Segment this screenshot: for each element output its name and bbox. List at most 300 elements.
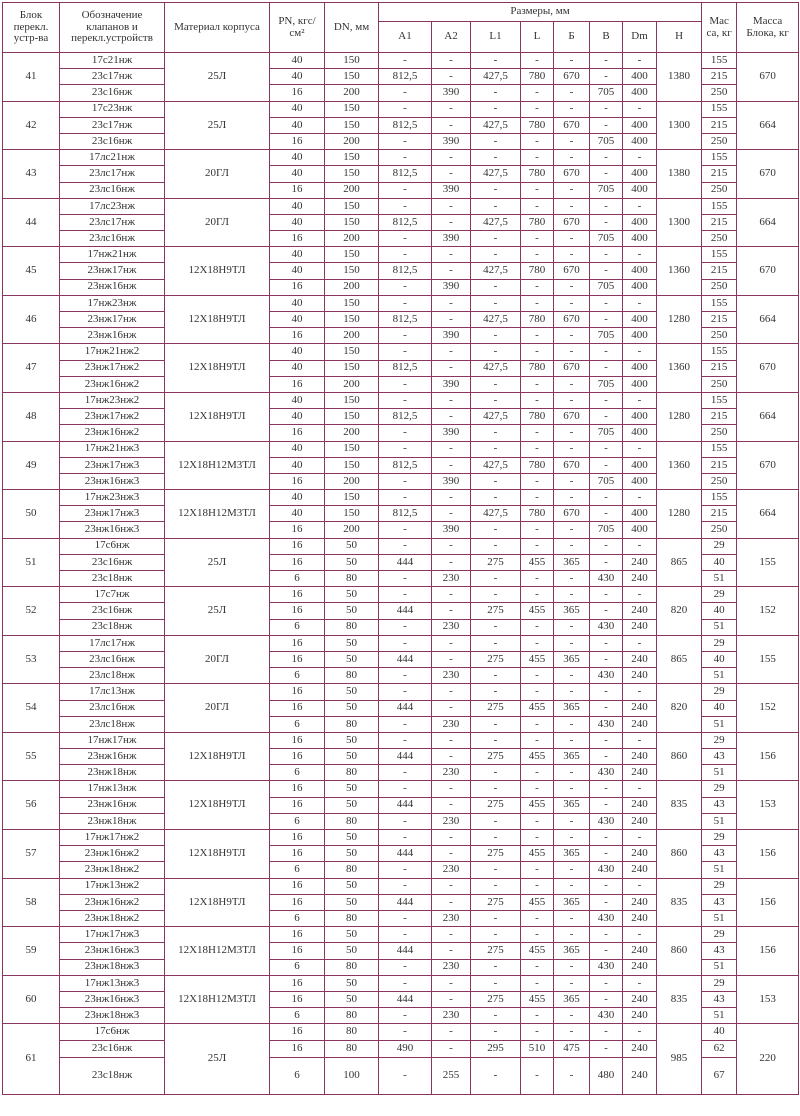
pn-cell: 6 (270, 813, 325, 829)
mass-cell: 40 (702, 603, 737, 619)
designation-cell: 23нж17нж3 (60, 506, 165, 522)
dim-l1-cell: - (471, 975, 521, 991)
pn-cell: 6 (270, 1008, 325, 1024)
dim-a2-cell: - (432, 1041, 471, 1058)
dn-cell: 50 (325, 991, 379, 1007)
mass-cell: 250 (702, 85, 737, 101)
dim-dm-cell: - (623, 830, 657, 846)
pn-cell: 16 (270, 587, 325, 603)
block-number-cell: 59 (3, 927, 60, 976)
dim-b-cell: - (590, 490, 623, 506)
material-cell: 20ГЛ (165, 635, 270, 684)
dim-b6-cell: 365 (554, 846, 590, 862)
dim-b-cell: - (590, 166, 623, 182)
dim-dm-cell: 240 (623, 668, 657, 684)
dim-b-cell: 705 (590, 473, 623, 489)
dim-a2-cell: 390 (432, 328, 471, 344)
dim-b6-cell: - (554, 425, 590, 441)
dim-dm-cell: 240 (623, 910, 657, 926)
dim-a1-cell: - (379, 1058, 432, 1095)
table-body (3, 53, 799, 1095)
material-cell: 12Х18Н9ТЛ (165, 878, 270, 927)
mass-cell: 40 (702, 651, 737, 667)
dn-cell: 200 (325, 522, 379, 538)
dim-b-cell: 480 (590, 1058, 623, 1095)
dim-a1-cell: 812,5 (379, 360, 432, 376)
dim-h-cell: 1380 (657, 53, 702, 102)
mass-cell: 29 (702, 587, 737, 603)
dim-a1-cell: 444 (379, 651, 432, 667)
dim-a2-cell: - (432, 732, 471, 748)
designation-cell: 23с16нж (60, 603, 165, 619)
block-mass-cell: 670 (737, 247, 799, 296)
dim-a1-cell: 812,5 (379, 214, 432, 230)
dim-l-cell: 455 (521, 797, 554, 813)
mass-cell: 155 (702, 150, 737, 166)
table-row (3, 830, 799, 846)
designation-cell: 17с7нж (60, 587, 165, 603)
dim-l1-cell: 275 (471, 943, 521, 959)
material-cell: 25Л (165, 53, 270, 102)
dim-b-cell: 430 (590, 571, 623, 587)
pn-cell: 16 (270, 651, 325, 667)
dim-l1-cell: - (471, 1024, 521, 1041)
dim-l1-cell: - (471, 490, 521, 506)
dim-l1-cell: - (471, 813, 521, 829)
designation-cell: 23с16нж (60, 133, 165, 149)
dn-cell: 150 (325, 247, 379, 263)
dim-b-cell: - (590, 360, 623, 376)
dim-a1-cell: 812,5 (379, 117, 432, 133)
dim-b-cell: - (590, 101, 623, 117)
dim-l-cell: - (521, 376, 554, 392)
dim-l1-cell: - (471, 910, 521, 926)
dim-l-cell: - (521, 1058, 554, 1095)
dn-cell: 200 (325, 133, 379, 149)
designation-cell: 23с17нж (60, 117, 165, 133)
dim-l-cell: - (521, 490, 554, 506)
pn-cell: 40 (270, 117, 325, 133)
designation-cell: 17нж23нж2 (60, 392, 165, 408)
dn-cell: 50 (325, 635, 379, 651)
dim-dm-cell: 240 (623, 749, 657, 765)
dim-b-cell: - (590, 214, 623, 230)
dim-a1-cell: 812,5 (379, 263, 432, 279)
dim-b-cell: 430 (590, 668, 623, 684)
dim-b6-cell: - (554, 959, 590, 975)
pn-cell: 16 (270, 927, 325, 943)
dim-b-cell: 705 (590, 376, 623, 392)
dim-l1-cell: 427,5 (471, 166, 521, 182)
dim-l1-cell: 275 (471, 846, 521, 862)
designation-cell: 23нж17нж2 (60, 360, 165, 376)
table-row (3, 927, 799, 943)
dim-h-cell: 860 (657, 830, 702, 879)
dim-dm-cell: 240 (623, 554, 657, 570)
dim-b-cell: - (590, 927, 623, 943)
pn-cell: 40 (270, 490, 325, 506)
pn-cell: 16 (270, 425, 325, 441)
dim-b-cell: - (590, 247, 623, 263)
dim-b6-cell: - (554, 668, 590, 684)
dim-l1-cell: - (471, 862, 521, 878)
dim-a1-cell: - (379, 198, 432, 214)
table-row (3, 247, 799, 263)
pn-cell: 6 (270, 716, 325, 732)
mass-cell: 51 (702, 862, 737, 878)
dn-cell: 200 (325, 328, 379, 344)
dim-l-cell: 455 (521, 554, 554, 570)
dim-l-cell: - (521, 182, 554, 198)
dim-b-cell: 430 (590, 765, 623, 781)
dim-b6-cell: - (554, 732, 590, 748)
pn-cell: 16 (270, 943, 325, 959)
designation-cell: 23нж18нж3 (60, 1008, 165, 1024)
dim-a2-cell: 390 (432, 85, 471, 101)
dim-h-cell: 1280 (657, 392, 702, 441)
dim-b-cell: - (590, 295, 623, 311)
dim-a2-cell: 390 (432, 231, 471, 247)
dim-b6-cell: - (554, 1008, 590, 1024)
dim-l1-cell: 427,5 (471, 263, 521, 279)
mass-cell: 215 (702, 312, 737, 328)
dim-dm-cell: 240 (623, 765, 657, 781)
dim-l-cell: - (521, 328, 554, 344)
dim-l1-cell: - (471, 732, 521, 748)
dim-b6-cell: - (554, 279, 590, 295)
mass-cell: 51 (702, 668, 737, 684)
dim-l1-cell: 275 (471, 797, 521, 813)
table-header (3, 3, 799, 53)
header-material: Материал корпуса (165, 3, 270, 53)
dim-a2-cell: 230 (432, 1008, 471, 1024)
dim-a1-cell: - (379, 1008, 432, 1024)
dim-a2-cell: - (432, 538, 471, 554)
dim-b6-cell: 365 (554, 991, 590, 1007)
dim-b6-cell: 670 (554, 506, 590, 522)
dim-l1-cell: 275 (471, 991, 521, 1007)
dim-b6-cell: - (554, 781, 590, 797)
dim-l1-cell: - (471, 376, 521, 392)
block-mass-cell: 664 (737, 392, 799, 441)
designation-cell: 17нж17нж2 (60, 830, 165, 846)
dim-l-cell: - (521, 247, 554, 263)
dim-a1-cell: - (379, 441, 432, 457)
dim-a1-cell: - (379, 571, 432, 587)
dim-a1-cell: - (379, 473, 432, 489)
dim-b-cell: - (590, 263, 623, 279)
pn-cell: 6 (270, 1058, 325, 1095)
designation-cell: 23нж16нж (60, 749, 165, 765)
designation-cell: 17нж13нж2 (60, 878, 165, 894)
mass-cell: 43 (702, 894, 737, 910)
dim-l-cell: - (521, 53, 554, 69)
dim-l1-cell: - (471, 635, 521, 651)
dim-a1-cell: - (379, 247, 432, 263)
dim-a2-cell: 390 (432, 279, 471, 295)
dim-a1-cell: 444 (379, 797, 432, 813)
pn-cell: 16 (270, 878, 325, 894)
designation-cell: 23нж16нж2 (60, 894, 165, 910)
dim-b6-cell: 365 (554, 554, 590, 570)
designation-cell: 17нж23нж3 (60, 490, 165, 506)
dim-b6-cell: 365 (554, 797, 590, 813)
pn-cell: 40 (270, 101, 325, 117)
pn-cell: 40 (270, 312, 325, 328)
page (2, 2, 798, 1114)
material-cell: 12Х18Н12М3ТЛ (165, 490, 270, 539)
table-row (3, 781, 799, 797)
dim-dm-cell: 240 (623, 716, 657, 732)
dim-a1-cell: - (379, 587, 432, 603)
dim-dm-cell: 240 (623, 700, 657, 716)
dim-dm-cell: - (623, 490, 657, 506)
block-number-cell: 42 (3, 101, 60, 150)
mass-cell: 155 (702, 392, 737, 408)
mass-cell: 155 (702, 198, 737, 214)
dim-l1-cell: - (471, 927, 521, 943)
dim-l-cell: 455 (521, 943, 554, 959)
pn-cell: 40 (270, 360, 325, 376)
designation-cell: 23с18нж (60, 1058, 165, 1095)
dim-b6-cell: 670 (554, 457, 590, 473)
dim-l1-cell: - (471, 538, 521, 554)
dim-l-cell: - (521, 279, 554, 295)
table-row (3, 150, 799, 166)
dn-cell: 50 (325, 846, 379, 862)
mass-cell: 250 (702, 328, 737, 344)
dim-a1-cell: - (379, 619, 432, 635)
table-row (3, 53, 799, 69)
header-dimensions: Размеры, мм (379, 3, 702, 22)
dn-cell: 50 (325, 927, 379, 943)
dim-l1-cell: - (471, 1058, 521, 1095)
material-cell: 20ГЛ (165, 684, 270, 733)
dim-a2-cell: - (432, 441, 471, 457)
pn-cell: 16 (270, 279, 325, 295)
material-cell: 25Л (165, 538, 270, 587)
dim-dm-cell: 400 (623, 166, 657, 182)
block-mass-cell: 670 (737, 441, 799, 490)
dim-a1-cell: - (379, 975, 432, 991)
dim-l-cell: 455 (521, 603, 554, 619)
pn-cell: 16 (270, 1041, 325, 1058)
header-dim-b: B (590, 22, 623, 53)
dim-a1-cell: - (379, 635, 432, 651)
dim-dm-cell: - (623, 975, 657, 991)
dim-b-cell: - (590, 749, 623, 765)
designation-cell: 17нж17нж (60, 732, 165, 748)
dim-dm-cell: 240 (623, 1008, 657, 1024)
dim-dm-cell: 400 (623, 214, 657, 230)
dim-l-cell: 780 (521, 409, 554, 425)
dim-dm-cell: 400 (623, 117, 657, 133)
dim-a2-cell: 230 (432, 959, 471, 975)
dim-a2-cell: 390 (432, 182, 471, 198)
dim-l1-cell: 427,5 (471, 409, 521, 425)
dim-l-cell: - (521, 975, 554, 991)
dim-l-cell: - (521, 862, 554, 878)
block-mass-cell: 153 (737, 975, 799, 1024)
designation-cell: 17лс21нж (60, 150, 165, 166)
dim-l-cell: - (521, 781, 554, 797)
dn-cell: 150 (325, 441, 379, 457)
dim-a1-cell: - (379, 53, 432, 69)
dim-l1-cell: - (471, 571, 521, 587)
dn-cell: 80 (325, 716, 379, 732)
dim-b6-cell: - (554, 392, 590, 408)
mass-cell: 29 (702, 975, 737, 991)
block-mass-cell: 664 (737, 295, 799, 344)
dim-a1-cell: 812,5 (379, 69, 432, 85)
dn-cell: 50 (325, 894, 379, 910)
header-dn: DN, мм (325, 3, 379, 53)
dim-l-cell: 780 (521, 457, 554, 473)
dim-b6-cell: 670 (554, 69, 590, 85)
dim-a2-cell: - (432, 943, 471, 959)
dim-l-cell: - (521, 587, 554, 603)
header-dim-dm: Dm (623, 22, 657, 53)
dn-cell: 200 (325, 231, 379, 247)
dn-cell: 150 (325, 392, 379, 408)
dim-h-cell: 835 (657, 781, 702, 830)
designation-cell: 23нж17нж (60, 263, 165, 279)
designation-cell: 23нж18нж (60, 813, 165, 829)
dim-a2-cell: - (432, 392, 471, 408)
dim-l1-cell: - (471, 1008, 521, 1024)
dim-b6-cell: 670 (554, 214, 590, 230)
dim-b6-cell: - (554, 538, 590, 554)
dim-a2-cell: 230 (432, 765, 471, 781)
pn-cell: 16 (270, 522, 325, 538)
dim-b6-cell: 365 (554, 603, 590, 619)
dim-l1-cell: - (471, 716, 521, 732)
mass-cell: 51 (702, 716, 737, 732)
dim-dm-cell: 400 (623, 473, 657, 489)
dim-l1-cell: - (471, 182, 521, 198)
dn-cell: 50 (325, 749, 379, 765)
dim-dm-cell: 240 (623, 1041, 657, 1058)
designation-cell: 23лс18нж (60, 716, 165, 732)
designation-cell: 23нж18нж3 (60, 959, 165, 975)
dim-l-cell: 510 (521, 1041, 554, 1058)
block-number-cell: 58 (3, 878, 60, 927)
dim-a1-cell: - (379, 830, 432, 846)
mass-cell: 51 (702, 765, 737, 781)
dim-b6-cell: - (554, 1024, 590, 1041)
dim-l-cell: 455 (521, 651, 554, 667)
designation-cell: 23нж16нж3 (60, 943, 165, 959)
dim-b6-cell: - (554, 619, 590, 635)
dn-cell: 150 (325, 101, 379, 117)
designation-cell: 17нж21нж (60, 247, 165, 263)
pn-cell: 16 (270, 732, 325, 748)
dim-dm-cell: - (623, 878, 657, 894)
material-cell: 25Л (165, 587, 270, 636)
dim-l-cell: 455 (521, 700, 554, 716)
dim-a2-cell: - (432, 247, 471, 263)
pn-cell: 6 (270, 619, 325, 635)
dim-b6-cell: - (554, 765, 590, 781)
dim-b-cell: 430 (590, 716, 623, 732)
mass-cell: 29 (702, 830, 737, 846)
designation-cell: 17нж13нж (60, 781, 165, 797)
block-number-cell: 56 (3, 781, 60, 830)
designation-cell: 23нж16нж (60, 797, 165, 813)
dim-l-cell: 455 (521, 894, 554, 910)
designation-cell: 23нж16нж3 (60, 991, 165, 1007)
dim-a2-cell: - (432, 991, 471, 1007)
dim-a1-cell: 444 (379, 554, 432, 570)
mass-cell: 51 (702, 959, 737, 975)
dim-l1-cell: 275 (471, 554, 521, 570)
dim-b6-cell: 475 (554, 1041, 590, 1058)
dim-b6-cell: 670 (554, 409, 590, 425)
dim-dm-cell: 240 (623, 1058, 657, 1095)
dn-cell: 50 (325, 554, 379, 570)
dim-b-cell: 705 (590, 279, 623, 295)
mass-cell: 40 (702, 554, 737, 570)
dim-l-cell: - (521, 133, 554, 149)
dim-dm-cell: - (623, 441, 657, 457)
material-cell: 12Х18Н12М3ТЛ (165, 927, 270, 976)
dim-dm-cell: 240 (623, 991, 657, 1007)
dim-l-cell: - (521, 830, 554, 846)
block-mass-cell: 155 (737, 538, 799, 587)
dim-b6-cell: - (554, 85, 590, 101)
dim-a2-cell: - (432, 603, 471, 619)
dim-a1-cell: 444 (379, 991, 432, 1007)
pn-cell: 16 (270, 830, 325, 846)
dim-l-cell: - (521, 716, 554, 732)
mass-cell: 155 (702, 53, 737, 69)
dim-l-cell: - (521, 344, 554, 360)
dim-h-cell: 1380 (657, 150, 702, 199)
dim-h-cell: 865 (657, 635, 702, 684)
dim-l-cell: 780 (521, 69, 554, 85)
block-mass-cell: 670 (737, 53, 799, 102)
dim-a2-cell: - (432, 360, 471, 376)
designation-cell: 23нж16нж3 (60, 473, 165, 489)
pn-cell: 16 (270, 328, 325, 344)
designation-cell: 23нж16нж (60, 279, 165, 295)
dim-dm-cell: - (623, 344, 657, 360)
dim-a2-cell: - (432, 1024, 471, 1041)
material-cell: 12Х18Н9ТЛ (165, 732, 270, 781)
pn-cell: 6 (270, 765, 325, 781)
dim-dm-cell: - (623, 635, 657, 651)
dn-cell: 80 (325, 1041, 379, 1058)
dim-h-cell: 985 (657, 1024, 702, 1095)
block-number-cell: 61 (3, 1024, 60, 1095)
designation-cell: 23лс16нж (60, 182, 165, 198)
block-number-cell: 57 (3, 830, 60, 879)
material-cell: 25Л (165, 101, 270, 150)
block-number-cell: 45 (3, 247, 60, 296)
dim-l1-cell: - (471, 959, 521, 975)
dim-b-cell: - (590, 975, 623, 991)
dim-dm-cell: - (623, 732, 657, 748)
dim-dm-cell: - (623, 198, 657, 214)
dim-l1-cell: 275 (471, 700, 521, 716)
dn-cell: 150 (325, 295, 379, 311)
dim-a1-cell: - (379, 295, 432, 311)
dim-b6-cell: - (554, 198, 590, 214)
dim-a1-cell: - (379, 927, 432, 943)
block-number-cell: 44 (3, 198, 60, 247)
table-row (3, 878, 799, 894)
dim-h-cell: 1280 (657, 490, 702, 539)
